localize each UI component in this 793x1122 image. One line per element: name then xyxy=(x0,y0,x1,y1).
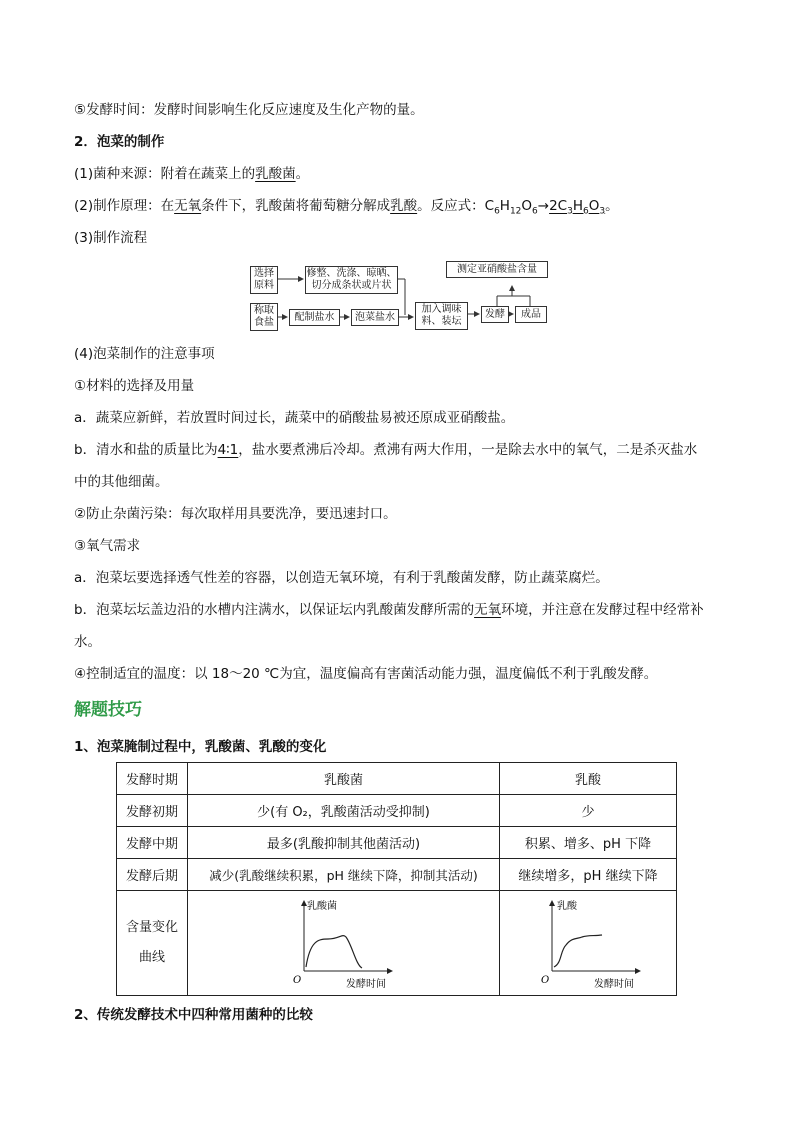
chart-cell-acid xyxy=(500,891,677,996)
table-cell: 发酵后期 xyxy=(117,859,188,891)
flow-box-add-seasoning: 加入调味 料、装坛 xyxy=(415,302,468,330)
flow-box-select-material: 选择 原料 xyxy=(250,266,278,294)
text-line: ⑤发酵时间：发酵时间影响生化反应速度及生化产物的量。 xyxy=(74,102,424,118)
text-line: (2)制作原理：在无氧条件下，乳酸菌将葡萄糖分解成乳酸。反应式：$C_6H_{12}O_6\to 2C_3H_6O_3$。 xyxy=(74,198,619,217)
text-line: 中的其他细菌。 xyxy=(74,474,169,490)
process-flowchart xyxy=(250,256,550,336)
subheading: 2、传统发酵技术中四种常用菌种的比较 xyxy=(74,1007,313,1023)
table-row xyxy=(117,891,677,996)
flow-box-prepare-brine: 配制盐水 xyxy=(289,309,340,326)
chart-xlabel: 发酵时间 xyxy=(594,979,634,990)
table-cell: 继续增多，pH 继续下降 xyxy=(500,859,677,891)
chart-ylabel: 乳酸 xyxy=(557,901,577,912)
table-cell: 发酵中期 xyxy=(117,827,188,859)
fermentation-table xyxy=(116,762,677,996)
text-line: ②防止杂菌污染：每次取样用具要洗净，要迅速封口。 xyxy=(74,506,397,522)
bacteria-curve xyxy=(306,936,362,968)
table-cell: 减少(乳酸继续积累，pH 继续下降，抑制其活动) xyxy=(188,859,500,891)
table-row xyxy=(117,795,677,827)
text-line: (3)制作流程 xyxy=(74,230,148,246)
text-line: ③氧气需求 xyxy=(74,538,141,554)
text-line: 水。 xyxy=(74,634,101,650)
subheading: 1、泡菜腌制过程中，乳酸菌、乳酸的变化 xyxy=(74,739,327,755)
flow-box-measure-nitrite: 测定亚硝酸盐含量 xyxy=(446,261,548,278)
section-heading: 解题技巧 xyxy=(74,700,142,720)
text-line: a．泡菜坛要选择透气性差的容器，以创造无氧环境，有利于乳酸菌发酵，防止蔬菜腐烂。 xyxy=(74,570,609,586)
table-header: 乳酸菌 xyxy=(188,763,500,795)
chart-origin: O xyxy=(541,975,550,986)
chart-origin: O xyxy=(293,975,302,986)
table-row xyxy=(117,827,677,859)
table-cell: 少(有 O₂，乳酸菌活动受抑制) xyxy=(188,795,500,827)
table-cell: 最多(乳酸抑制其他菌活动) xyxy=(188,827,500,859)
flow-box-pickle-brine: 泡菜盐水 xyxy=(351,309,399,326)
text-line: a．蔬菜应新鲜，若放置时间过长，蔬菜中的硝酸盐易被还原成亚硝酸盐。 xyxy=(74,410,515,426)
text-line: ④控制适宜的温度：以 18～20 ℃为宜，温度偏高有害菌活动能力强，温度偏低不利于乳酸发酵。 xyxy=(74,666,658,682)
text-line: b．泡菜坛坛盖边沿的水槽内注满水，以保证坛内乳酸菌发酵所需的无氧环境，并注意在发酵过程中经常补 xyxy=(74,602,704,618)
lactic-acid-curve-chart xyxy=(536,895,646,991)
table-row xyxy=(117,859,677,891)
text-line: (4)泡菜制作的注意事项 xyxy=(74,346,215,362)
flow-box-trim-wash: 修整、洗涤、晾晒、 切分成条状或片状 xyxy=(305,266,398,294)
table-cell: 含量变化 曲线 xyxy=(117,891,188,996)
text-line: b．清水和盐的质量比为4∶1，盐水要煮沸后冷却。煮沸有两大作用，一是除去水中的氧气，二是杀灭盐水 xyxy=(74,442,698,458)
subheading: 2．泡菜的制作 xyxy=(74,134,165,150)
table-cell: 少 xyxy=(500,795,677,827)
chart-xlabel: 发酵时间 xyxy=(346,979,386,990)
table-header: 乳酸 xyxy=(500,763,677,795)
text-line: ①材料的选择及用量 xyxy=(74,378,195,394)
table-cell: 积累、增多、pH 下降 xyxy=(500,827,677,859)
chart-ylabel: 乳酸菌 xyxy=(307,901,337,912)
flow-box-ferment: 发酵 xyxy=(481,306,509,323)
table-header: 发酵时期 xyxy=(117,763,188,795)
acid-curve xyxy=(554,935,602,967)
lactobacillus-curve-chart xyxy=(288,895,398,991)
chart-cell-bacteria xyxy=(188,891,500,996)
text-line: (1)菌种来源：附着在蔬菜上的乳酸菌。 xyxy=(74,166,310,182)
table-cell: 发酵初期 xyxy=(117,795,188,827)
table-header-row xyxy=(117,763,677,795)
flow-box-product: 成品 xyxy=(515,306,547,323)
flow-box-weigh-salt: 称取 食盐 xyxy=(250,303,278,331)
